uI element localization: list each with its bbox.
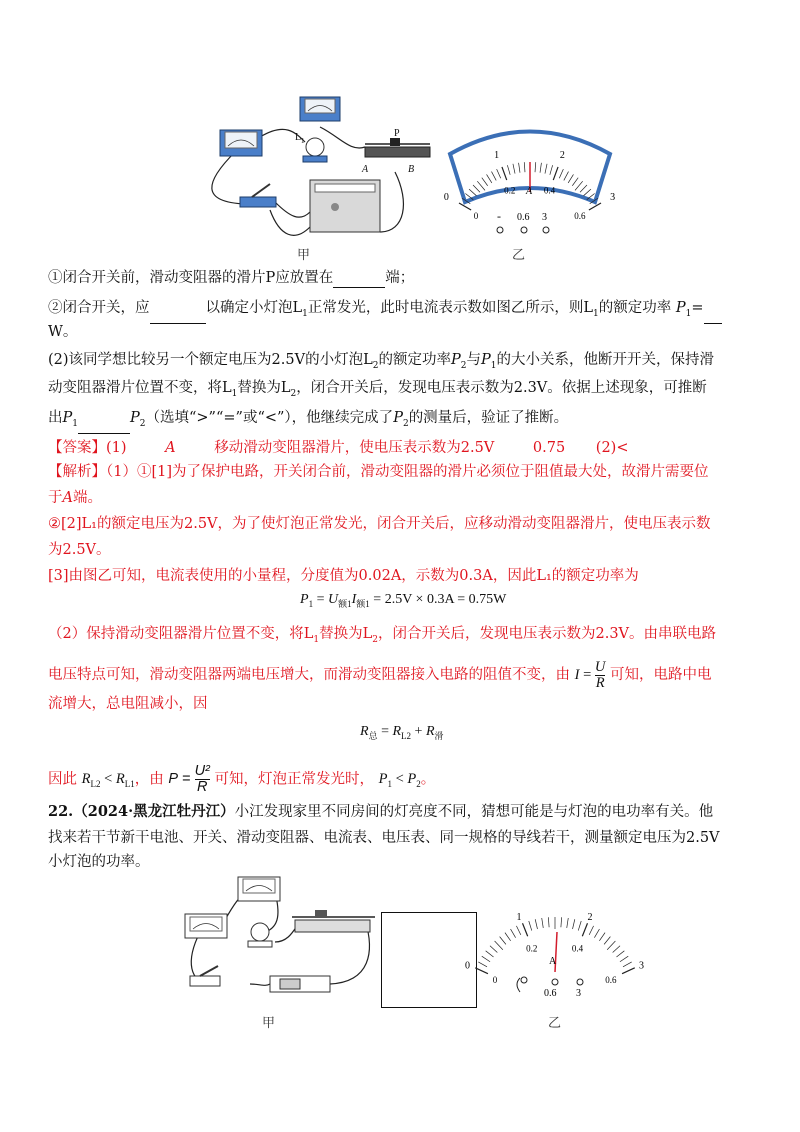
meter-tick [561,917,562,927]
analysis-line-1: 【解析】（1）①[1]为了保护电路，开关闭合前，滑动变阻器的滑片必须位于阻值最大处，故滑片需要位 [48,464,709,480]
lamp-label: L [295,132,302,143]
meter-tick-label-bottom: 0.4 [543,185,556,196]
voltmeter-icon [238,877,280,901]
meter-tick-label-top: 2 [559,149,565,161]
circuit-diagram-box [381,912,477,1008]
meter-tick [495,941,503,950]
meter-tick [616,951,624,957]
meter-tick [578,921,581,931]
analysis-line-5: [3]由图乙可知，电流表使用的小量程，分度值为0.02A，示数为0.3A，因此L₁的额定功率为 [48,568,639,584]
ammeter-icon [220,130,262,156]
battery-icon [270,976,330,992]
meter-tick [582,923,587,936]
meter-tick [589,926,593,935]
meter-tick [535,919,537,929]
rheostat-icon [365,138,430,157]
analysis-line-3: ②[2]L₁的额定电压为2.5V，为了使灯泡正常发光，闭合开关后，应移动滑动变阻器滑片，使电压表示数 [48,516,711,532]
meter-tick-label-top: 1 [494,149,500,161]
meter-tick [622,968,635,974]
meter-tick-label-top: 0 [443,192,449,203]
analysis-line-6: （2）保持滑动变阻器滑片位置不变，将$L_1$替换为$L_2$，闭合开关后，发现电压表示数为2.3V。由串联电路 [48,626,717,645]
meter-tick [542,918,544,928]
meter-tick [573,919,575,929]
analysis-formula-2: $R_总 = R_{L2} + R_滑$ [360,724,444,741]
switch-icon [190,966,220,986]
figure-caption-a: 甲 [297,248,311,263]
meter-terminal-06: 0.6 [517,212,530,223]
meter-tick-label-bottom: 0.2 [504,185,516,196]
meter-tick [511,929,516,938]
question-line-6: 出$P_1$ $P_2$（选填“>”“=”或“<”），他继续完成了$P_2$的测量后，验证了推断。 [48,408,568,434]
meter-terminal-06: 0.6 [544,988,557,999]
meter-tick [482,956,490,962]
meter-tick [567,918,569,928]
circuit-figure-a [200,92,440,242]
meter-tick [478,962,487,967]
q22-ammeter-dial-b [464,900,645,1010]
answer-line: 【答案】(1) A 移动滑动变阻器滑片，使电压表示数为2.5V 0.75 (2)< [48,440,629,456]
ammeter-icon [185,914,227,938]
meter-terminal-3: 3 [542,212,547,223]
meter-tick [623,962,632,967]
meter-tick-label-bottom: 0 [492,974,498,985]
lamp-label-sub: 1 [301,137,305,145]
meter-tick [620,956,628,962]
meter-tick-label-top: 2 [587,911,593,923]
terminal-label-b: B [408,164,415,175]
meter-unit-label: A [526,186,533,197]
meter-unit-label: A [549,956,557,967]
meter-tick [604,937,610,945]
meter-tick [516,926,520,935]
question-line-1: ①闭合开关前，滑动变阻器的滑片P应放置在 端； [48,270,415,286]
lamp-icon [248,923,272,947]
meter-tick-label-top: 3 [610,192,616,203]
meter-tick-label-bottom: 0.2 [526,943,538,954]
question-line-4: (2)该同学想比较另一个额定电压为2.5V的小灯泡$L_2$的额定功率$P_2$与$P_1$的大小关系，他断开开关，保持滑 [48,352,714,371]
analysis-line-4: 为2.5V。 [48,542,111,558]
switch-icon [240,184,276,207]
analysis-line-7: 电压特点可知，滑动变阻器两端电压增大，而滑动变阻器接入电路的阻值不变，由 I = $\frac{U}{R}$ 可知，电路中电 [48,659,712,691]
meter-tick [548,917,549,927]
meter-tick-label-top: 3 [639,960,645,972]
slider-label-p: P [394,128,400,139]
q22-figure-caption-a: 甲 [262,1016,276,1031]
meter-tick-label-top: 0 [464,960,470,972]
analysis-line-2: 于A端。 [48,490,102,506]
meter-tick [613,946,620,953]
meter-terminal-3: 3 [576,988,581,999]
meter-tick [505,933,511,941]
lamp-icon [303,138,327,162]
analysis-line-9: 因此 $R_{L2} < R_{L1}$，由 P = $\frac{\text{U²}}{R}$ 可知，灯泡正常发光时， $P_1 < P_2$。 [48,763,436,795]
analysis-formula-1: $P_1 = U_{额1}I_{额1} = 2.5V \times 0.3A = 0.75W$ [300,592,507,609]
q22-line-2: 找来若干节新干电池、开关、滑动变阻器、电流表、电压表、同一规格的导线若干，测量额定电压为2.5V [48,830,720,846]
meter-tick [500,937,506,945]
rheostat-icon [292,910,375,932]
ammeter-dial-b [445,124,615,244]
meter-tick-label-bottom: 0 [473,211,479,221]
meter-tick [523,923,528,936]
meter-tick-label-bottom: 0.4 [571,943,584,954]
figure-caption-b: 乙 [512,248,526,263]
q22-line-3: 小灯泡的功率。 [48,854,150,870]
power-supply-icon [310,180,380,232]
meter-tick [486,951,494,957]
meter-tick [475,968,488,974]
meter-tick [607,941,615,950]
meter-tick-label-bottom: 0.6 [605,974,617,985]
q22-line-1: 22.（2024·黑龙江牡丹江）小江发现家里不同房间的灯亮度不同，猜想可能是与灯泡的电功率有关。他 [48,803,714,820]
voltmeter-icon [300,97,340,121]
terminal-label-a: A [362,164,369,175]
question-line-3: W。 [48,324,78,340]
meter-tick [594,929,599,938]
meter-tick-label-top: 1 [516,911,522,923]
meter-tick-label-bottom: 0.6 [574,211,586,221]
question-line-5: 动变阻器滑片位置不变，将$L_1$替换为$L_2$，闭合开关后，发现电压表示数为2.3V。依据上述现象，可推断 [48,380,707,399]
q22-circuit-figure-a [180,872,380,1004]
analysis-line-8: 流增大，总电阻减小，因 [48,696,208,712]
meter-terminal-minus: - [497,209,501,223]
meter-tick [599,933,605,941]
question-line-2: ②闭合开关，应 以确定小灯泡$L_1$正常发光，此时电流表示数如图乙所示，则$L_1$的额定功率 $P_1=$ [48,298,722,324]
meter-tick [529,921,532,931]
meter-tick [490,946,497,953]
q22-figure-caption-b: 乙 [548,1016,562,1031]
